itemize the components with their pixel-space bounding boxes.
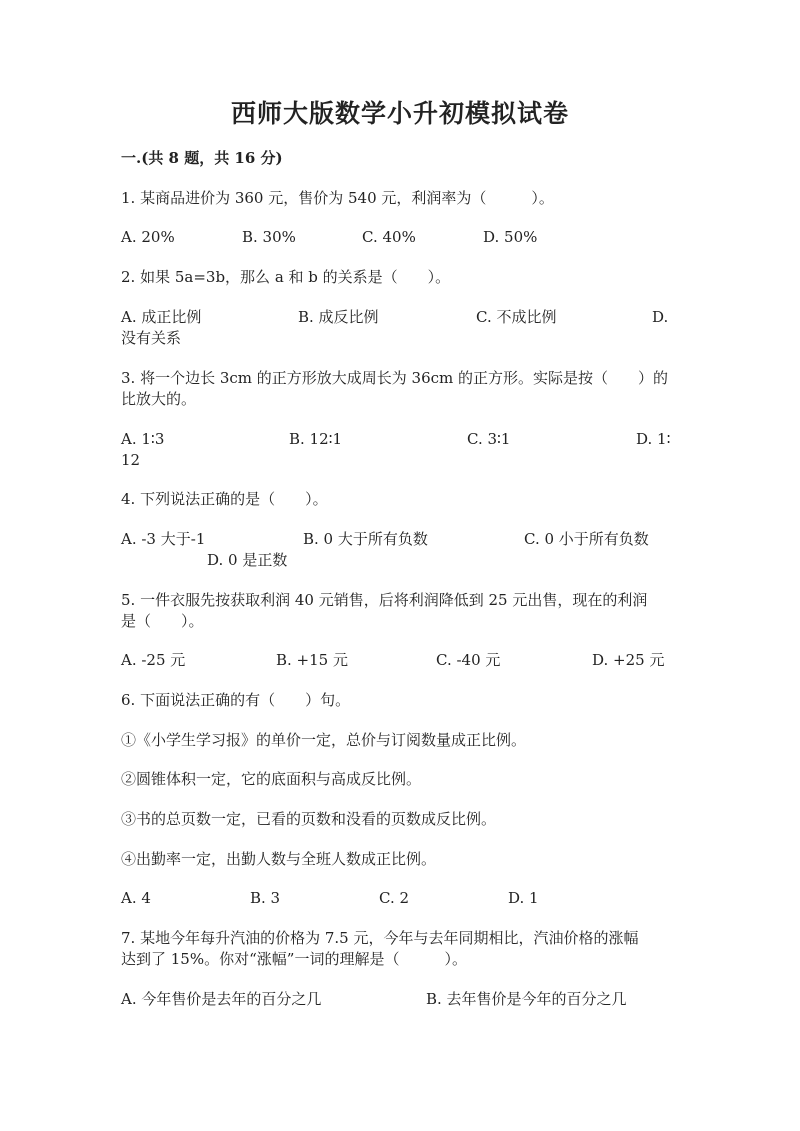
q6-option-b: B. 3 [250, 889, 281, 907]
q1-option-d: D. 50% [483, 228, 538, 246]
question-7-stem-line1: 7. 某地今年每升汽油的价格为 7.5 元，今年与去年同期相比，汽油价格的涨幅 [121, 929, 639, 947]
q6-statement-3: ③书的总页数一定，已看的页数和没看的页数成反比例。 [121, 810, 497, 828]
question-4-stem: 4. 下列说法正确的是（ ）。 [121, 490, 328, 508]
q7-option-b: B. 去年售价是今年的百分之几 [426, 990, 627, 1008]
page-title: 西师大版数学小升初模拟试卷 [230, 99, 569, 128]
q3-option-d: D. 1∶ [636, 430, 671, 448]
q4-option-d: D. 0 是正数 [207, 551, 288, 569]
q5-option-b: B. +15 元 [276, 651, 348, 669]
question-5-stem-line2: 是（ ）。 [121, 612, 204, 630]
q6-option-a: A. 4 [121, 889, 151, 907]
section-heading: 一.(共 8 题，共 16 分) [121, 149, 283, 167]
question-3-stem-line1: 3. 将一个边长 3cm 的正方形放大成周长为 36cm 的正方形。实际是按（ ）的 [121, 369, 669, 387]
question-3-stem-line2: 比放大的。 [121, 390, 197, 408]
q4-option-a: A. -3 大于-1 [121, 530, 206, 548]
q6-statement-4: ④出勤率一定，出勤人数与全班人数成正比例。 [121, 850, 437, 868]
q6-option-d: D. 1 [508, 889, 539, 907]
q7-option-a: A. 今年售价是去年的百分之几 [121, 990, 322, 1008]
q2-option-c: C. 不成比例 [476, 308, 557, 326]
q5-option-d: D. +25 元 [592, 651, 665, 669]
q2-option-b: B. 成反比例 [298, 308, 379, 326]
q6-statement-2: ②圆锥体积一定，它的底面积与高成反比例。 [121, 770, 422, 788]
q4-option-c: C. 0 小于所有负数 [524, 530, 649, 548]
q1-option-b: B. 30% [242, 228, 296, 246]
q1-option-c: C. 40% [362, 228, 416, 246]
q6-option-c: C. 2 [379, 889, 410, 907]
question-1-stem: 1. 某商品进价为 360 元，售价为 540 元，利润率为（ ）。 [121, 189, 554, 207]
question-5-stem-line1: 5. 一件衣服先按获取利润 40 元销售，后将利润降低到 25 元出售，现在的利润 [121, 591, 648, 609]
q5-option-c: C. -40 元 [436, 651, 501, 669]
q3-option-d-wrap: 12 [121, 451, 141, 469]
q2-option-d-wrap: 没有关系 [121, 329, 182, 347]
q1-option-a: A. 20% [121, 228, 175, 246]
question-6-stem: 6. 下面说法正确的有（ ）句。 [121, 691, 351, 709]
q2-option-d: D. [652, 308, 669, 326]
q5-option-a: A. -25 元 [121, 651, 186, 669]
q3-option-a: A. 1∶3 [121, 430, 165, 448]
q2-option-a: A. 成正比例 [121, 308, 202, 326]
q4-option-b: B. 0 大于所有负数 [303, 530, 428, 548]
question-2-stem: 2. 如果 5a=3b，那么 a 和 b 的关系是（ ）。 [121, 268, 451, 286]
q3-option-b: B. 12∶1 [289, 430, 343, 448]
q6-statement-1: ①《小学生学习报》的单价一定，总价与订阅数量成正比例。 [121, 731, 527, 749]
q3-option-c: C. 3∶1 [467, 430, 511, 448]
question-7-stem-line2: 达到了 15%。你对“涨幅”一词的理解是（ ）。 [121, 950, 467, 968]
